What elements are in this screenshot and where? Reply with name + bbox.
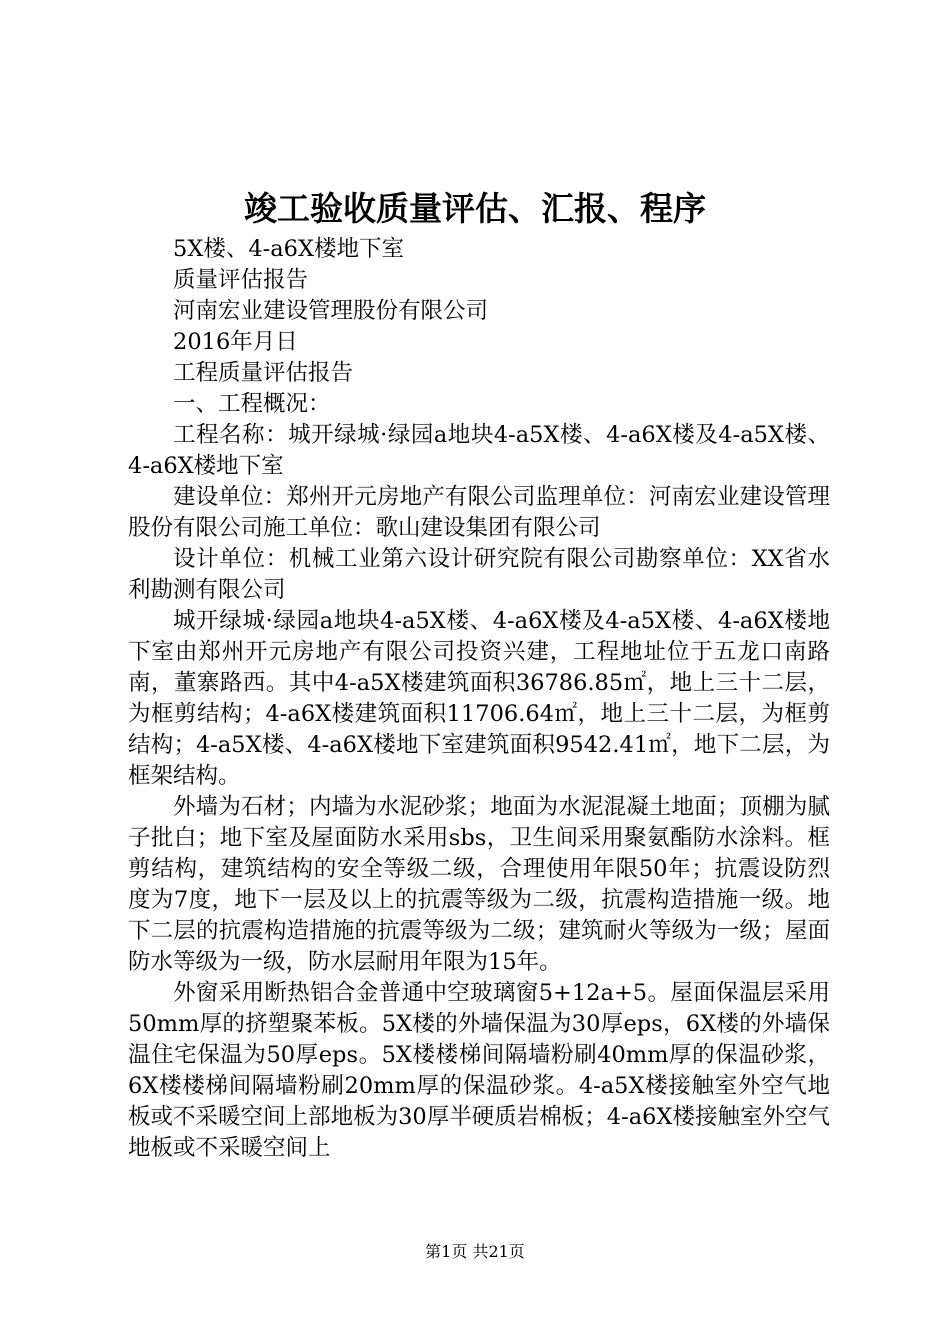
section-title-line: 工程质量评估报告 [173, 360, 354, 386]
document-title: 竣工验收质量评估、汇报、程序 [244, 189, 706, 228]
paragraph-materials: 外墙为石材；内墙为水泥砂浆；地面为水泥混凝土地面；顶棚为腻子批白；地下室及屋面防水采用sbs，卫生间采用聚氨酯防水涂料。框剪结构，建筑结构的安全等级二级，合理使用年限50年；抗震设防烈度为7度，地下一层及以上的抗震等级为二级，抗震构造措施一级。地下二层的抗震构造措施的抗震等级为二级；建筑耐火等级为一级；屋面防水等级为一级，防水层耐用年限为15年。 [128, 794, 830, 975]
paragraph-design-unit: 设计单位：机械工业第六设计研究院有限公司勘察单位：XX省水利勘测有限公司 [128, 546, 830, 603]
paragraph-construction-unit: 建设单位：郑州开元房地产有限公司监理单位：河南宏业建设管理股份有限公司施工单位：歌山建设集团有限公司 [128, 484, 830, 541]
page-footer: 第1页 共21页 [425, 1242, 525, 1261]
section-heading: 一、工程概况： [173, 391, 331, 417]
company-line: 河南宏业建设管理股份有限公司 [173, 298, 489, 324]
paragraph-overview: 城开绿城·绿园a地块4-a5X楼、4-a6X楼及4-a5X楼、4-a6X楼地下室由郑州开元房地产有限公司投资兴建，工程地址位于五龙口南路南，董寨路西。其中4-a5X楼建筑面积36786.85㎡，地上三十二层，为框剪结构；4-a6X楼建筑面积11706.64㎡，地上三十二层，为框剪结构；4-a5X楼、4-a6X楼地下室建筑面积9542.41㎡，地下二层，为框架结构。 [128, 608, 830, 789]
subtitle-line: 5X楼、4-a6X楼地下室 [173, 236, 404, 262]
paragraph-project-name: 工程名称：城开绿城·绿园a地块4-a5X楼、4-a6X楼及4-a5X楼、4-a6X楼地下室 [128, 422, 830, 479]
document-body [128, 234, 830, 1164]
date-line: 2016年月日 [173, 329, 298, 355]
report-name-line: 质量评估报告 [173, 267, 309, 293]
paragraph-insulation: 外窗采用断热铝合金普通中空玻璃窗5+12a+5。屋面保温层采用50mm厚的挤塑聚苯板。5X楼的外墙保温为30厚eps，6X楼的外墙保温住宅保温为50厚eps。5X楼楼梯间隔墙粉刷40mm厚的保温砂浆，6X楼楼梯间隔墙粉刷20mm厚的保温砂浆。4-a5X楼接触室外空气地板或不采暖空间上部地板为30厚半硬质岩棉板；4-a6X楼接触室外空气地板或不采暖空间上 [128, 980, 830, 1161]
